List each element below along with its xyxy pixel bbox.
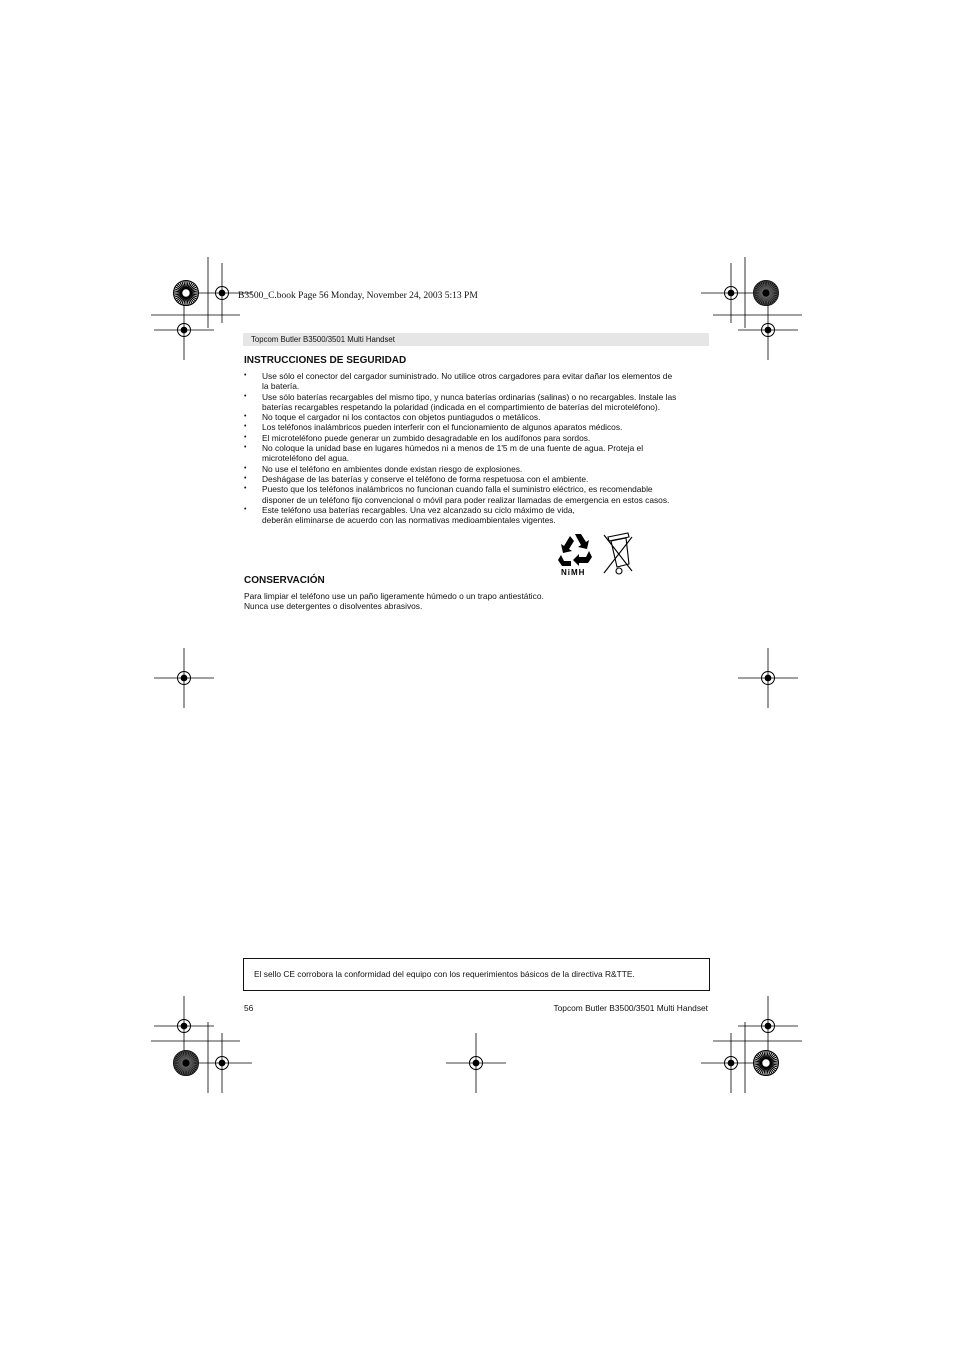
conservation-heading: CONSERVACIÓN (244, 575, 325, 586)
registration-mark-icon (738, 300, 798, 360)
list-item: • Los teléfonos inalámbricos pueden interferir con el funcionamiento de algunos aparatos médicos. (244, 422, 710, 432)
conservation-text: Para limpiar el teléfono use un paño ligeramente húmedo o un trapo antiestático. Nunca use detergentes o disolventes abrasivos. (244, 591, 544, 612)
registration-mark-icon (738, 648, 798, 708)
list-item: • No use el teléfono en ambientes donde existan riesgo de explosiones. (244, 464, 710, 474)
starburst-target-icon (754, 1051, 779, 1076)
nimh-label: NiMH (561, 568, 586, 577)
ce-notice-box (243, 958, 710, 991)
list-item: • Deshágase de las baterías y conserve el teléfono de forma respetuosa con el ambiente. (244, 474, 710, 484)
starburst-target-icon (174, 281, 199, 306)
safety-instructions-list (244, 371, 710, 525)
print-info-line: B3500_C.book Page 56 Monday, November 24, 2003 5:13 PM (238, 291, 478, 301)
crossed-bin-icon (604, 533, 632, 574)
safety-heading: INSTRUCCIONES DE SEGURIDAD (244, 355, 407, 366)
running-header (243, 333, 709, 346)
registration-mark-icon (738, 996, 798, 1056)
running-header-title: Topcom Butler B3500/3501 Multi Handset (251, 334, 395, 344)
page-number: 56 (244, 1003, 254, 1013)
starburst-target-icon (174, 1051, 199, 1076)
list-item: • El microteléfono puede generar un zumbido desagradable en los audífonos para sordos. (244, 433, 710, 443)
footer-title: Topcom Butler B3500/3501 Multi Handset (553, 1003, 708, 1013)
ce-notice-text: El sello CE corrobora la conformidad del equipo con los requerimientos básicos de la directiva R&TTE. (254, 969, 635, 979)
registration-mark-icon (154, 300, 214, 360)
registration-mark-icon (192, 1033, 252, 1093)
list-item: • No toque el cargador ni los contactos con objetos puntiagudos o metálicos. (244, 412, 710, 422)
list-item: • Use sólo el conector del cargador suministrado. No utilice otros cargadores para evitar dañar los elementos de la batería. (244, 371, 710, 392)
registration-mark-icon (701, 263, 761, 323)
list-item: • No coloque la unidad base en lugares húmedos ni a menos de 1'5 m de una fuente de agua. Proteja el microteléfono del agua. (244, 443, 710, 464)
registration-mark-icon (154, 996, 214, 1056)
registration-mark-icon (154, 648, 214, 708)
list-item: • Este teléfono usa baterías recargables. Una vez alcanzado su ciclo máximo de vida, deberán eliminarse de acuerdo con las normativas medioambientales vigentes. (244, 505, 710, 526)
recycle-icon (558, 534, 592, 566)
list-item: • Puesto que los teléfonos inalámbricos no funcionan cuando falla el suministro eléctrico, es recomendable disponer de un teléfono fijo convencional o móvil para poder realizar llamadas de emergencia en estos casos. (244, 484, 710, 505)
starburst-target-icon (754, 281, 779, 306)
list-item: • Use sólo baterías recargables del mismo tipo, y nunca baterías ordinarias (salinas) o no recargables. Instale las baterías recargables respetando la polaridad (indicada en el compartimiento de baterías del microteléfono). (244, 392, 710, 413)
registration-mark-icon (701, 1033, 761, 1093)
registration-mark-icon (446, 1033, 506, 1093)
disposal-symbols (556, 531, 636, 579)
